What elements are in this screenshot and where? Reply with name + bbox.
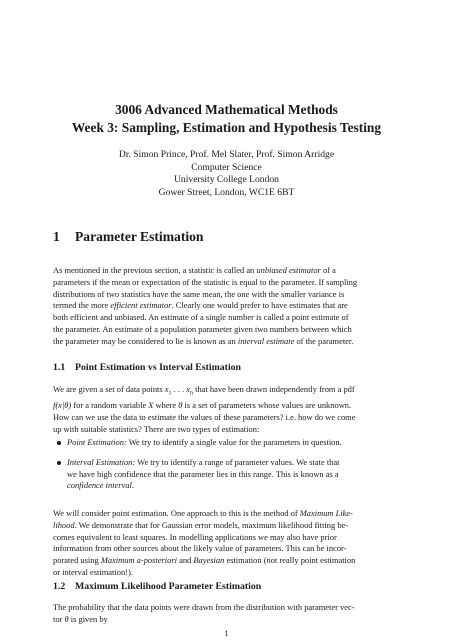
section-1-2-paragraph [53, 602, 398, 626]
emphasis-term: lihood [53, 519, 75, 530]
section-number: 1 [53, 229, 60, 244]
list-item-term: Interval Estimation: [67, 456, 136, 467]
emphasis-term: Bayesian [193, 555, 225, 566]
section-1-2-heading [53, 581, 261, 592]
text-run: is a set of parameters whose values are unknown. [182, 400, 352, 411]
document-title [0, 101, 453, 137]
text-line: up with suitable statistics? There are two types of estimation: [53, 424, 260, 435]
author-department: Computer Science [191, 161, 262, 173]
math-var: θ [178, 400, 183, 411]
text-line: information from other sources about the likely value of parameters. This can be incor- [53, 543, 347, 554]
list-item-text: We try to identify a range of parameter values. We state that [135, 456, 340, 467]
math-var: f [53, 400, 56, 411]
text-line: parameters if the mean or expectation of the statistic is equal to the parameter. If sampling [53, 276, 358, 287]
text-line: comes equivalent to least squares. In modelling applications we may also have prior [53, 531, 337, 542]
author-institution: University College London [174, 174, 279, 185]
estimation-types-list [53, 437, 398, 492]
section-1-paragraph [53, 265, 398, 348]
list-item [53, 457, 398, 492]
text-run: . Clearly one would prefer to have estimates that are [171, 300, 348, 311]
text-line: the parameter. An estimate of a population parameter given two numbers between which [53, 323, 352, 334]
math-var: X [148, 400, 154, 411]
title-line-1: 3006 Advanced Mathematical Methods [115, 102, 338, 117]
emphasis-term: interval estimate [237, 335, 295, 346]
text-run: of the parameter. [294, 335, 354, 346]
text-run: and [176, 555, 194, 566]
title-line-2: Week 3: Sampling, Estimation and Hypothesis Testing [71, 120, 382, 135]
text-run: is given by [68, 613, 108, 624]
text-run: We will consider point estimation. One approach to this is the method of [53, 508, 300, 518]
emphasis-term: Maximum Like- [299, 508, 353, 518]
subsection-title: Maximum Likelihood Parameter Estimation [75, 581, 262, 592]
list-item [53, 437, 398, 449]
author-block [0, 149, 453, 199]
text-run: porated using [53, 555, 101, 566]
text-run: where [153, 400, 179, 411]
section-1-1-paragraph-2 [53, 508, 398, 579]
list-item-term: confidence interval [67, 480, 132, 491]
text-run: As mentioned in the previous section, a statistic is called an [53, 265, 257, 275]
math-var: x [186, 384, 191, 394]
section-1-heading [53, 229, 203, 245]
math-var: x [164, 384, 169, 394]
author-address: Gower Street, London, WC1E 6BT [158, 186, 295, 198]
text-run: of a [320, 265, 336, 275]
emphasis-term: unbiased estimator [256, 265, 321, 275]
text-line: both efficient and unbiased. An estimate of a single number is called a point estimate of [53, 312, 349, 323]
text-run: the parameter may be considered to lie is known as an [53, 335, 238, 346]
section-1-1-paragraph-1 [53, 384, 398, 436]
text-run: We are given a set of data points [53, 384, 165, 394]
text-run: tor [53, 613, 65, 624]
text-run: . We demonstrate that for Gaussian error models, maximum likelihood fitting be- [74, 519, 349, 530]
text-line: The probability that the data points were drawn from the distribution with parameter vec- [53, 602, 355, 612]
subsection-number: 1.1 [53, 362, 66, 373]
list-item-text: We try to identify a single value for the parameters in question. [126, 437, 342, 447]
text-run: for a random variable [71, 400, 149, 411]
list-item-text: we have high confidence that the parameter lies in this range. This is known as a [67, 468, 339, 479]
text-run: that have been drawn independently from a pdf [193, 384, 355, 394]
emphasis-term: efficient estimator [110, 300, 172, 311]
page-number: 1 [224, 628, 229, 638]
subsection-title: Point Estimation vs Interval Estimation [75, 362, 242, 373]
list-item-term: Point Estimation: [67, 437, 127, 447]
subsection-number: 1.2 [53, 581, 66, 592]
text-run: estimation (not really point estimation [224, 555, 356, 566]
text-run: termed the more [53, 300, 111, 311]
math-expr: (x|θ) [55, 400, 72, 411]
text-run: . . . [171, 384, 187, 394]
text-line: distributions of two statistics have the same mean, the one with the smaller variance is [53, 288, 345, 299]
math-subscript: n [190, 390, 194, 397]
list-item-text: . [131, 480, 135, 491]
text-line: or interval estimation!). [53, 566, 133, 577]
section-1-1-heading [53, 362, 241, 373]
math-subscript: 1 [168, 390, 172, 397]
author-names: Dr. Simon Prince, Prof. Mel Slater, Prof. Simon Arridge [118, 149, 335, 160]
emphasis-term: Maximum a-posteriori [100, 555, 177, 566]
math-var: θ [64, 613, 69, 624]
text-line: How can we use the data to estimate the values of these parameters? i.e. how do we come [53, 412, 356, 423]
section-title: Parameter Estimation [75, 229, 204, 244]
